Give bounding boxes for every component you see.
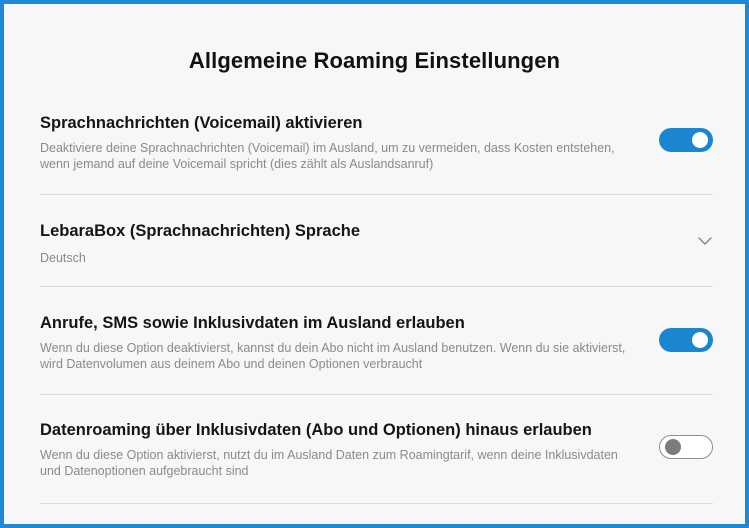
chevron-down-icon[interactable] [697, 233, 713, 249]
setting-lebarabox-language-title: LebaraBox (Sprachnachrichten) Sprache [40, 222, 361, 240]
divider [40, 394, 713, 395]
language-selected-value: Deutsch [40, 251, 86, 265]
voicemail-toggle[interactable] [659, 128, 713, 152]
setting-data-roaming-description: Wenn du diese Option aktivierst, nutzt du im Ausland Daten zum Roamingtarif, wenn deine Inklusivdaten und Datenoptionen aufgebraucht sind [40, 448, 618, 478]
divider [40, 194, 713, 195]
setting-data-roaming-title: Datenroaming über Inklusivdaten (Abo und Optionen) hinaus erlauben [40, 421, 592, 439]
divider [40, 286, 713, 287]
roaming-calls-sms-toggle[interactable] [659, 328, 713, 352]
data-roaming-toggle[interactable] [659, 435, 713, 459]
page-title: Allgemeine Roaming Einstellungen [188, 48, 561, 73]
toggle-knob [692, 132, 708, 148]
setting-voicemail-description: Deaktiviere deine Sprachnachrichten (Voicemail) im Ausland, um zu vermeiden, dass Kosten entstehen, wenn jemand auf deine Voicemail spricht (dies zählt als Auslandsanruf) [40, 141, 615, 171]
setting-roaming-calls-sms [40, 314, 713, 372]
toggle-knob [692, 332, 708, 348]
setting-roaming-calls-sms-description: Wenn du diese Option deaktivierst, kannst du dein Abo nicht im Ausland benutzen. Wenn du sie aktivierst, wird Datenvolumen aus deinem Abo und deinen Optionen verbraucht [40, 341, 626, 371]
setting-data-roaming [40, 421, 713, 479]
toggle-knob [665, 439, 681, 455]
setting-voicemail-title: Sprachnachrichten (Voicemail) aktivieren [40, 114, 363, 132]
setting-voicemail [40, 114, 713, 172]
divider [40, 503, 713, 504]
setting-lebarabox-language[interactable] [40, 222, 713, 266]
setting-roaming-calls-sms-title: Anrufe, SMS sowie Inklusivdaten im Ausland erlauben [40, 314, 465, 332]
